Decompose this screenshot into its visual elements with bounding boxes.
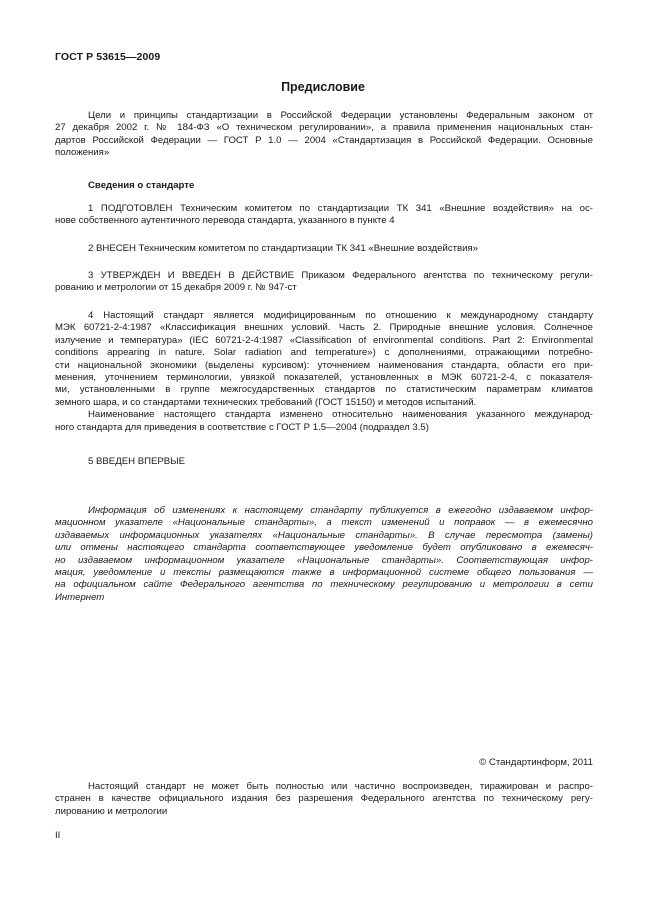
text-line: Наименование настоящего стандарта изменено относительно наименования указанного международ- (88, 409, 593, 421)
text-line: земного шара, и со стандартами технических требований (ГОСТ 15150) и методов испытаний. (55, 396, 477, 408)
text-line: 2 ВНЕСЕН Техническим комитетом по стандартизации ТК 341 «Внешние воздействия» (88, 243, 478, 254)
text-line: или отмены настоящего стандарта соответствующее уведомление будет опубликовано в ежемесяч- (55, 542, 593, 554)
notice-paragraph (55, 505, 593, 604)
text-line: Информация об изменениях к настоящему стандарту публикуется в ежегодно издаваемом инфор- (88, 505, 593, 516)
page-header: ГОСТ Р 53615—2009 (55, 51, 161, 63)
item-5 (55, 456, 593, 468)
info-heading: Сведения о стандарте (88, 180, 195, 191)
text-line: на официальном сайте Федерального агентства по техническому регулированию и метрологии в сети (55, 579, 593, 591)
page-number: II (55, 830, 61, 841)
copyright-notice: © Стандартинформ, 2011 (479, 757, 593, 768)
text-line: МЭК 60721-2-4:1987 «Классификация внешних условий. Часть 2. Природные внешние условия. Солнечное (55, 322, 593, 334)
text-line: излучение и температура» (IEC 60721-2-4:1987 «Classification of environmental conditions. Part 2: Environmental (55, 334, 593, 346)
text-line: 27 декабря 2002 г. № 184-ФЗ «О техническом регулировании», а правила применения национальных стан- (55, 122, 593, 134)
text-line: 4 Настоящий стандарт является модифицированным по отношению к международному стандарту (88, 310, 593, 321)
text-line: Настоящий стандарт не может быть полностью или частично воспроизведен, тиражирован и распро- (88, 781, 593, 792)
text-line: мация, уведомление и тексты размещаются также в информационной системе общего пользования — (55, 567, 593, 579)
item-3 (55, 270, 593, 295)
item-1 (55, 203, 593, 228)
text-line: Цели и принципы стандартизации в Российской Федерации установлены Федеральным законом от (88, 110, 593, 121)
intro-paragraph (55, 110, 593, 160)
text-line: нове собственного аутентичного перевода стандарта, указанного в пункте 4 (55, 215, 395, 227)
text-line: менения, уточнением терминологии, увязкой показателей, установленных в МЭК 60721-2-4, с показателя- (55, 372, 593, 384)
text-line: положения» (55, 147, 110, 159)
text-line: дартов Российской Федерации — ГОСТ Р 1.0 — 2004 «Стандартизация в Российской Федерации. Основные (55, 134, 593, 146)
text-line: мационном указателе «Национальные стандарты», а текст изменений и поправок — в ежемесячно (55, 517, 593, 529)
text-line: странен в качестве официального издания без разрешения Федерального агентства по техническому регу- (55, 793, 593, 805)
text-line: conditions appearing in nature. Solar radiation and temperature») с дополнениями, отражающими потребно- (55, 347, 593, 359)
text-line: но издаваемом информационном указателе «Национальные стандарты». Соответствующая инфор- (55, 554, 593, 566)
text-line: рованию и метрологии от 15 декабря 2009 г. № 947-ст (55, 282, 297, 294)
item-2 (55, 243, 593, 255)
text-line: 1 ПОДГОТОВЛЕН Техническим комитетом по стандартизации ТК 341 «Внешние воздействия» на ос- (88, 203, 593, 214)
text-line: ми, установленными в группе межгосударственных стандартов по статистическим параметрам климатов (55, 384, 593, 396)
text-line: 3 УТВЕРЖДЕН И ВВЕДЕН В ДЕЙСТВИЕ Приказом Федерального агентства по техническому регули- (88, 270, 593, 281)
text-line: лированию и метрологии (55, 805, 168, 817)
text-line: 5 ВВЕДЕН ВПЕРВЫЕ (88, 456, 186, 467)
item-4 (55, 310, 593, 434)
text-line: ного стандарта для приведения в соответствие с ГОСТ Р 1.5—2004 (подраздел 3.5) (55, 421, 429, 433)
reproduction-paragraph (55, 781, 593, 818)
text-line: издаваемых информационных указателях «Национальные стандарты». В случае пересмотра (замены) (55, 529, 593, 541)
section-title: Предисловие (281, 80, 365, 94)
text-line: Интернет (55, 591, 105, 603)
text-line: сти национальной экономики (выделены курсивом): уточнением наименования стандарта, области его при- (55, 359, 593, 371)
